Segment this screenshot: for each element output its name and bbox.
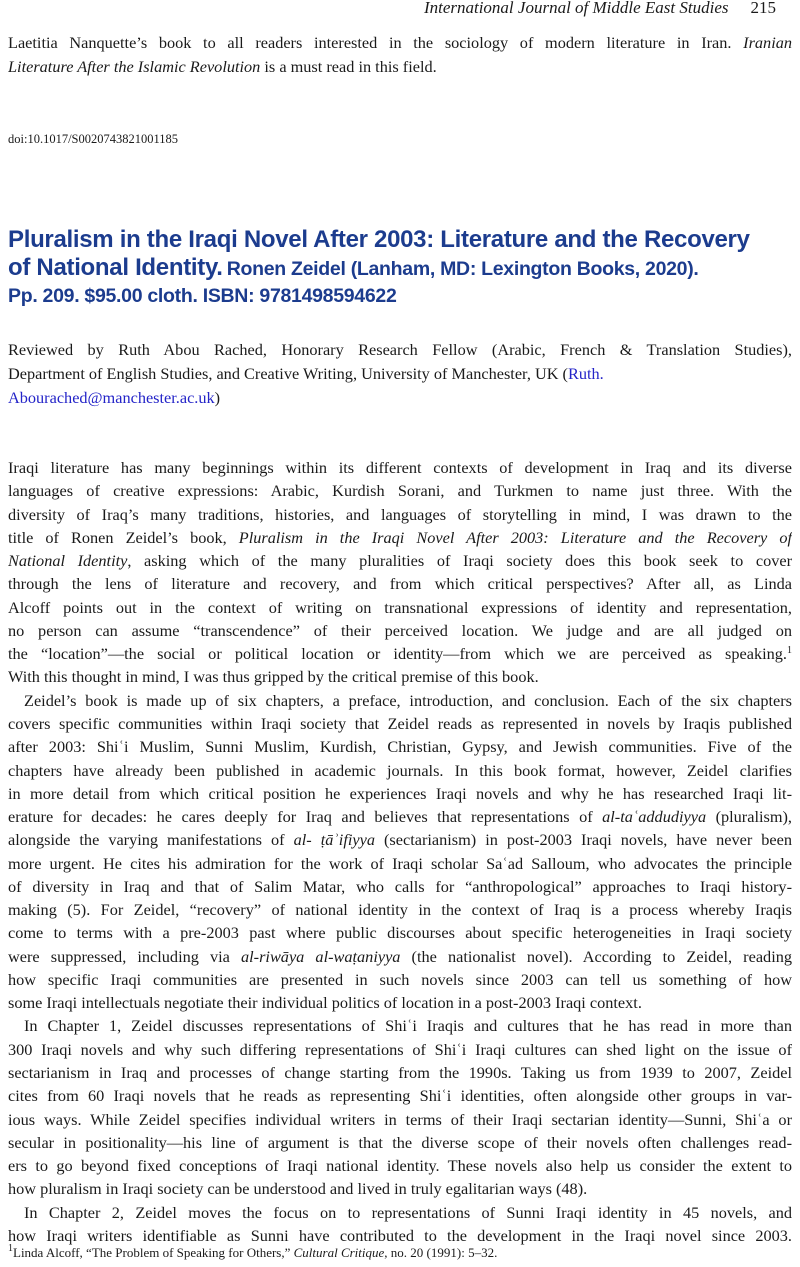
paragraph-line <box>8 852 792 875</box>
paragraph-line <box>8 479 792 502</box>
reviewer-line <box>8 386 792 409</box>
text-line <box>8 55 792 78</box>
text: sectarianism in Iraq and processes of change starting from the 1990s. Taking us from 1939 to 2007, Zeidel <box>8 1063 792 1082</box>
paragraph-line <box>8 875 792 898</box>
paragraph-line <box>8 526 792 549</box>
paragraph-line <box>24 1014 792 1037</box>
paragraph-line <box>8 921 792 944</box>
paragraph-line <box>8 805 792 828</box>
paragraph-line <box>8 991 792 1014</box>
paragraph-line <box>8 1061 792 1084</box>
paragraph-line <box>8 456 792 479</box>
text: come to terms with a pre-2003 past where public discourses about specific heterogeneities in Iraqi society <box>8 923 792 942</box>
paragraph-line <box>8 898 792 921</box>
text: more urgent. He cites his admiration for the work of Iraqi scholar Saʿad Salloum, who advocates the principle <box>8 854 792 873</box>
title-line-2: of National Identity. <box>8 254 223 281</box>
text: Department of English Studies, and Creative Writing, University of Manchester, UK ( <box>8 364 568 383</box>
text: , asking which of the many pluralities of Iraqi society does this book seek to cover <box>127 551 792 570</box>
text: making (5). For Zeidel, “recovery” of national identity in the context of Iraq is a process whereby Iraqis <box>8 900 792 919</box>
text: (the nationalist novel). According to Zeidel, reading <box>400 947 792 966</box>
text: title of Ronen Zeidel’s book, <box>8 528 239 547</box>
italic-text: Iranian <box>743 33 792 52</box>
text: In Chapter 2, Zeidel moves the focus on to representations of Sunni Iraqi identity in 45 novels, and <box>24 1203 792 1222</box>
paragraph-line <box>8 642 792 665</box>
text: no person can assume “transcendence” of their perceived location. We judge and are all judged on <box>8 621 792 640</box>
footnote-ref[interactable]: 1 <box>787 645 792 656</box>
paragraph-line <box>8 759 792 782</box>
text: secular in positionality—his line of argument is that the diverse scope of their novels often challenges read- <box>8 1133 792 1152</box>
italic-text: National Identity <box>8 551 128 570</box>
text: how Iraqi writers identifiable as Sunni have contributed to the development in the Iraqi novel since 2003. <box>8 1226 792 1245</box>
book-price-isbn: Pp. 209. $95.00 cloth. ISBN: 9781498594622 <box>8 285 397 307</box>
reviewer-line <box>8 338 792 361</box>
text: ers to go beyond fixed conceptions of Iraqi national identity. These novels also help us consider the extent to <box>8 1156 792 1175</box>
text: Zeidel’s book is made up of six chapters, a preface, introduction, and conclusion. Each of the six chapters <box>24 691 792 710</box>
text: in more detail from which critical position he experiences Iraqi novels and why he has researched Iraqi lit- <box>8 784 792 803</box>
italic-text: al-riwāya al-waṭaniyya <box>241 947 401 966</box>
text: With this thought in mind, I was thus gripped by the critical premise of this book. <box>8 667 539 686</box>
text: some Iraqi intellectuals negotiate their individual politics of location in a post-2003 Iraqi context. <box>8 993 642 1012</box>
title-line-1: Pluralism in the Iraqi Novel After 2003: Literature and the Recovery <box>8 226 750 253</box>
paragraph-line <box>8 1038 792 1061</box>
paragraph-line <box>24 1201 792 1224</box>
paragraph-line <box>8 596 792 619</box>
text: how pluralism in Iraqi society can be understood and lived in truly egalitarian ways (48). <box>8 1179 588 1198</box>
paragraph-line <box>8 665 792 688</box>
text: ) <box>214 388 221 407</box>
page-number: 215 <box>750 0 776 17</box>
paragraph-line <box>8 968 792 991</box>
text: of diversity in Iraq and that of Salim Matar, who calls for “anthropological” approaches to Iraqi history- <box>8 877 792 896</box>
footnote-text: Linda Alcoff, “The Problem of Speaking for Others,” <box>13 1245 294 1260</box>
text: Iraqi literature has many beginnings within its different contexts of development in Iraq and its diverse <box>8 458 792 477</box>
text: In Chapter 1, Zeidel discusses representations of Shiʿi Iraqis and cultures that he has read in more than <box>24 1016 792 1035</box>
paragraph-line <box>24 689 792 712</box>
paragraph-line <box>8 1131 792 1154</box>
text: chapters have already been published in academic journals. In this book format, however, Zeidel clarifies <box>8 761 792 780</box>
text: diversity of Iraq’s many traditions, histories, and languages of storytelling in mind, I was drawn to the <box>8 505 792 524</box>
text: (sectarianism) in post-2003 Iraqi novels, have never been <box>374 830 792 849</box>
running-header <box>424 0 776 18</box>
text: cites from 60 Iraqi novels that he reads as representing Shiʿi identities, often alongside other groups in var- <box>8 1086 792 1105</box>
paragraph-line <box>8 945 792 968</box>
text: erature for decades: he cares deeply for Iraq and believes that representations of <box>8 807 603 826</box>
text: alongside the varying manifestations of <box>8 830 294 849</box>
paragraph-line <box>8 735 792 758</box>
text-line <box>8 31 792 54</box>
footnote-journal: Cultural Critique <box>293 1245 385 1260</box>
italic-text: Pluralism in the Iraqi Novel After 2003: Literature and the Recovery of <box>238 528 792 547</box>
email-link[interactable]: Ruth. <box>567 364 604 383</box>
footnote-text-end: , no. 20 (1991): 5–32. <box>384 1245 498 1260</box>
italic-text: al- ṭāʾifiyya <box>293 830 375 849</box>
footnote-number: 1 <box>8 1243 13 1254</box>
reviewer-line <box>8 362 792 385</box>
text: Laetitia Nanquette’s book to all readers interested in the sociology of modern literature in Iran. <box>8 33 744 52</box>
paragraph-line <box>8 712 792 735</box>
paragraph-line <box>8 619 792 642</box>
text: through the lens of literature and recovery, and from which critical perspectives? After all, as Linda <box>8 574 792 593</box>
paragraph-line <box>8 1108 792 1131</box>
text: how specific Iraqi communities are presented in such novels since 2003 can tell us something of how <box>8 970 792 989</box>
paragraph-line <box>8 782 792 805</box>
paragraph-line <box>8 828 792 851</box>
paragraph-line <box>8 503 792 526</box>
text: covers specific communities within Iraqi society that Zeidel reads as represented in novels by Iraqis published <box>8 714 792 733</box>
paragraph-line <box>8 1224 792 1247</box>
footnote <box>8 1245 497 1261</box>
paragraph-line <box>8 572 792 595</box>
text: after 2003: Shiʿi Muslim, Sunni Muslim, Kurdish, Christian, Gypsy, and Jewish communities. Five of the <box>8 737 792 756</box>
text: (pluralism), <box>706 807 792 826</box>
italic-text: Literature After the Islamic Revolution <box>8 57 261 76</box>
text: Alcoff points out in the context of writing on transnational expressions of identity and representation, <box>8 598 792 617</box>
doi: doi:10.1017/S0020743821001185 <box>8 132 179 146</box>
book-details: Ronen Zeidel (Lanham, MD: Lexington Books, 2020). <box>226 258 699 280</box>
text: were suppressed, including via <box>8 947 241 966</box>
text: ious ways. While Zeidel specifies individual writers in terms of their Iraqi sectarian identity—Sunni, Shiʿa or <box>8 1110 792 1129</box>
italic-text: al-taʿaddudiyya <box>602 807 707 826</box>
text: the “location”—the social or political location or identity—from which we are perceived as speaking. <box>8 644 787 663</box>
text: languages of creative expressions: Arabic, Kurdish Sorani, and Turkmen to name just three. With the <box>8 481 792 500</box>
journal-name: International Journal of Middle East Studies <box>423 0 729 17</box>
text: is a must read in this field. <box>260 57 437 76</box>
review-title <box>8 226 798 310</box>
text: 300 Iraqi novels and why such differing representations of Shiʿi Iraqi cultures can shed light on the issue of <box>8 1040 792 1059</box>
paragraph-line <box>8 1177 792 1200</box>
paragraph-line <box>8 549 792 572</box>
email-link[interactable]: Abourached@manchester.ac.uk <box>8 388 215 407</box>
paragraph-line <box>8 1084 792 1107</box>
paragraph-line <box>8 1154 792 1177</box>
text: Reviewed by Ruth Abou Rached, Honorary Research Fellow (Arabic, French & Translation Studies), <box>8 340 792 359</box>
